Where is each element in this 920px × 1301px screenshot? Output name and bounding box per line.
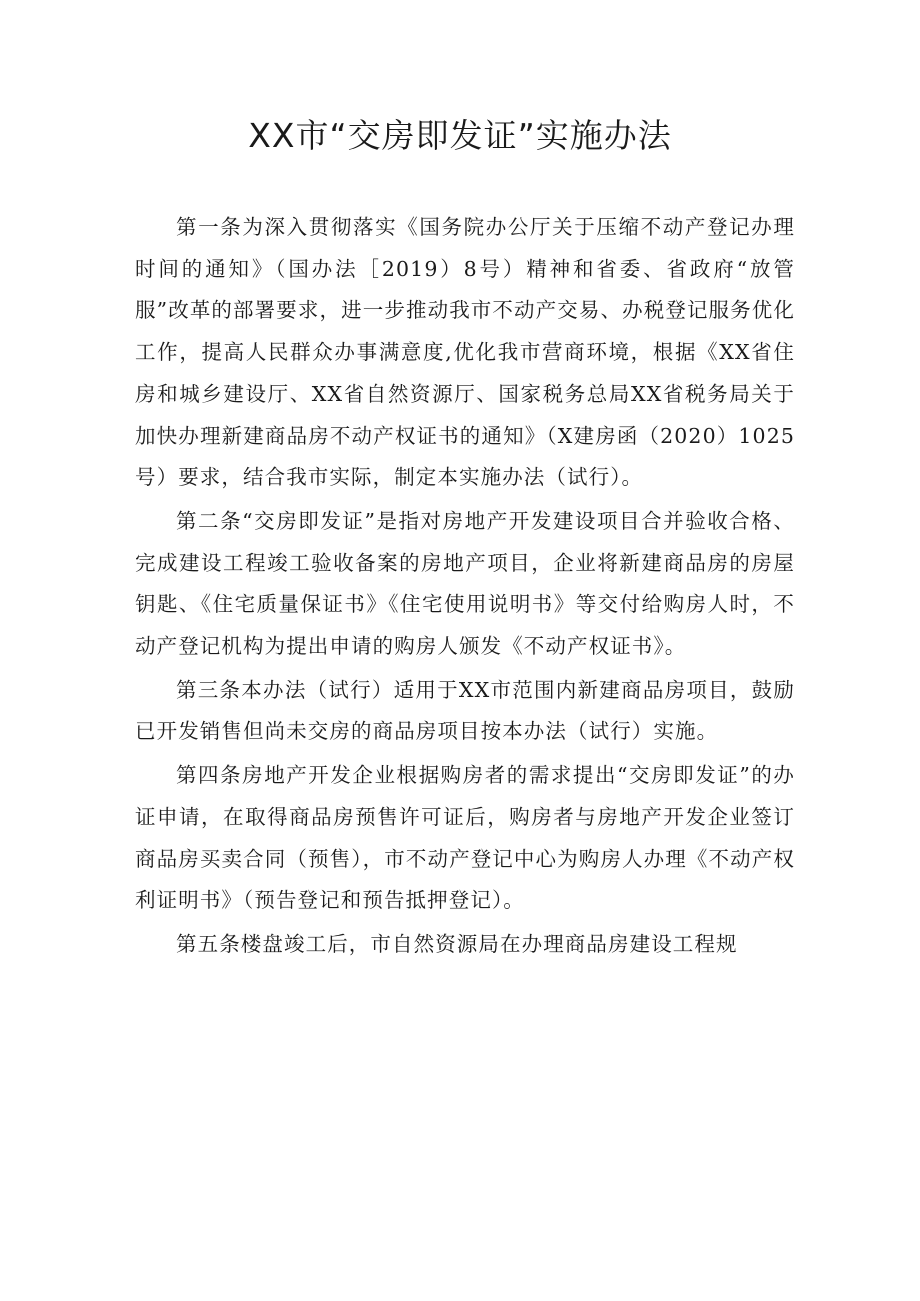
article-5-paragraph: 第五条楼盘竣工后，市自然资源局在办理商品房建设工程规 [176,931,738,956]
article-4-paragraph: 第四条房地产开发企业根据购房者的需求提出“交房即发证”的办证申请，在取得商品房预售许可证后，购房者与房地产开发企业签订商品房买卖合同（预售），市不动产登记中心为购房人办理《不动产权利证明书》（预告登记和预告抵押登记）。 [135,763,795,913]
article-2-paragraph: 第二条“交房即发证”是指对房地产开发建设项目合并验收合格、完成建设工程竣工验收备案的房地产项目，企业将新建商品房的房屋钥匙、《住宅质量保证书》《住宅使用说明书》等交付给购房人时，不动产登记机构为提出申请的购房人颁发《不动产权证书》。 [135,508,795,659]
document-title: XX市“交房即发证”实施办法 [248,116,672,155]
document-body [135,207,795,968]
article-3-paragraph: 第三条本办法（试行）适用于XX市范围内新建商品房项目，鼓励已开发销售但尚未交房的商品房项目按本办法（试行）实施。 [135,677,795,744]
article-1-paragraph: 第一条为深入贯彻落实《国务院办公厅关于压缩不动产登记办理时间的通知》（国办法［2019）8号）精神和省委、省政府“放管服”改革的部署要求，进一步推动我市不动产交易、办税登记服务优化工作，提高人民群众办事满意度,优化我市营商环境，根据《XX省住房和城乡建设厅、XX省自然资源厅、国家税务总局XX省税务局关于加快办理新建商品房不动产权证书的通知》（X建房函（2020）1025号）要求，结合我市实际，制定本实施办法（试行）。 [135,215,795,490]
